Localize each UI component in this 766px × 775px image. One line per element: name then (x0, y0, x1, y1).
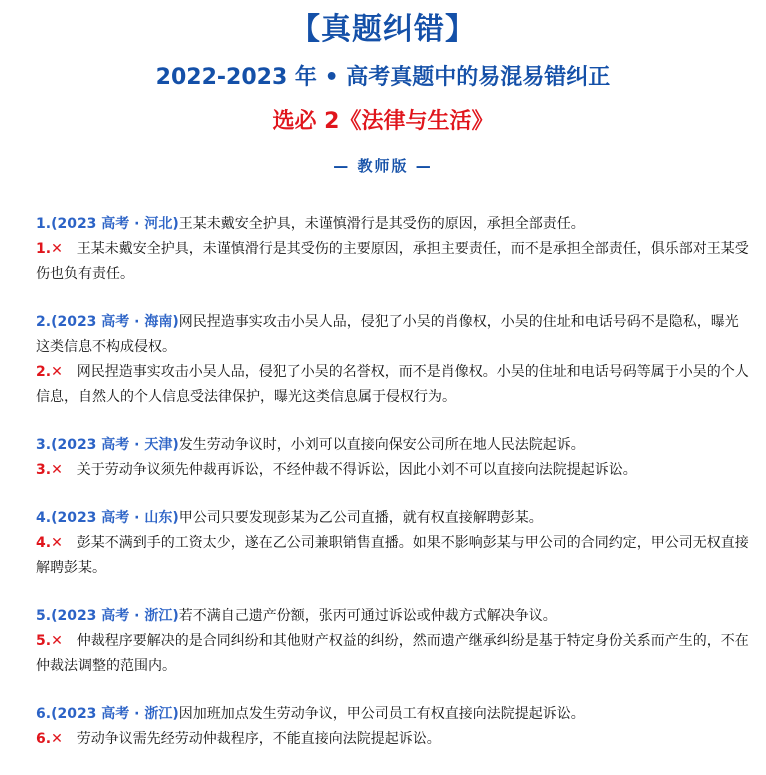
wrong-mark-icon: ✕ (51, 364, 63, 380)
answer-number: 2. (36, 364, 52, 380)
answer-number: 3. (36, 462, 52, 478)
question-line (14, 212, 752, 237)
answer-number: 1. (36, 241, 52, 257)
answer-text: 网民捏造事实攻击小吴人品，侵犯了小吴的名誉权，而不是肖像权。小吴的住址和电话号码等属于小吴的个人信息，自然人的个人信息受法律保护，曝光这类信息属于侵权行为。 (36, 364, 749, 405)
question-source: (2023 高考 · 河北) (51, 216, 179, 232)
question-source: (2023 高考 · 海南) (51, 314, 179, 330)
wrong-mark-icon: ✕ (51, 241, 63, 257)
list-item (14, 506, 752, 581)
answer-number: 5. (36, 633, 52, 649)
question-number: 2. (36, 314, 52, 330)
question-number: 3. (36, 437, 52, 453)
answer-number: 4. (36, 535, 52, 551)
answer-line (14, 531, 752, 581)
answer-line (14, 360, 752, 410)
answer-text: 仲裁程序要解决的是合同纠纷和其他财产权益的纠纷，然而遗产继承纠纷是基于特定身份关系而产生的，不在仲裁法调整的范围内。 (36, 633, 749, 674)
answer-number: 6. (36, 731, 52, 747)
question-line (14, 702, 752, 727)
answer-line (14, 458, 752, 483)
answer-line (14, 727, 752, 752)
list-item (14, 604, 752, 679)
answer-line (14, 237, 752, 287)
answer-text: 彭某不满到手的工资太少，遂在乙公司兼职销售直播。如果不影响彭某与甲公司的合同约定，甲公司无权直接解聘彭某。 (36, 535, 749, 576)
question-line (14, 506, 752, 531)
list-item (14, 433, 752, 483)
list-item (14, 702, 752, 752)
question-text: 发生劳动争议时，小刘可以直接向保安公司所在地人民法院起诉。 (178, 437, 585, 453)
subject-heading: 选必 2《法律与生活》 (272, 109, 494, 134)
answer-text: 王某未戴安全护具，未谨慎滑行是其受伤的主要原因，承担主要责任，而不是承担全部责任，俱乐部对王某受伤也负有责任。 (36, 241, 749, 282)
question-line (14, 433, 752, 458)
page-subtitle: 2022-2023 年 • 高考真题中的易混易错纠正 (155, 65, 611, 90)
answer-text: 劳动争议需先经劳动仲裁程序，不能直接向法院提起诉讼。 (76, 731, 441, 747)
answer-text: 关于劳动争议须先仲裁再诉讼，不经仲裁不得诉讼，因此小刘不可以直接向法院提起诉讼。 (76, 462, 637, 478)
question-text: 若不满自己遗产份额，张丙可通过诉讼或仲裁方式解决争议。 (178, 608, 557, 624)
question-number: 5. (36, 608, 52, 624)
question-number: 6. (36, 706, 52, 722)
item-list (14, 212, 752, 775)
question-text: 网民捏造事实攻击小吴人品，侵犯了小吴的肖像权，小吴的住址和电话号码不是隐私，曝光这类信息不构成侵权。 (36, 314, 739, 355)
question-line (14, 604, 752, 629)
question-source: (2023 高考 · 天津) (51, 437, 179, 453)
question-source: (2023 高考 · 浙江) (51, 706, 179, 722)
list-item (14, 212, 752, 287)
edition-label: — 教师版 — (333, 157, 433, 175)
question-text: 王某未戴安全护具，未谨慎滑行是其受伤的原因，承担全部责任。 (178, 216, 585, 232)
wrong-mark-icon: ✕ (51, 535, 63, 551)
question-text: 甲公司只要发现彭某为乙公司直播，就有权直接解聘彭某。 (178, 510, 543, 526)
question-line (14, 310, 752, 360)
page-title: 【真题纠错】 (290, 12, 476, 47)
question-number: 1. (36, 216, 52, 232)
question-text: 因加班加点发生劳动争议，甲公司员工有权直接向法院提起诉讼。 (178, 706, 585, 722)
question-source: (2023 高考 · 山东) (51, 510, 179, 526)
answer-line (14, 629, 752, 679)
wrong-mark-icon: ✕ (51, 462, 63, 478)
wrong-mark-icon: ✕ (51, 731, 63, 747)
list-item (14, 310, 752, 410)
question-source: (2023 高考 · 浙江) (51, 608, 179, 624)
wrong-mark-icon: ✕ (51, 633, 63, 649)
question-number: 4. (36, 510, 52, 526)
